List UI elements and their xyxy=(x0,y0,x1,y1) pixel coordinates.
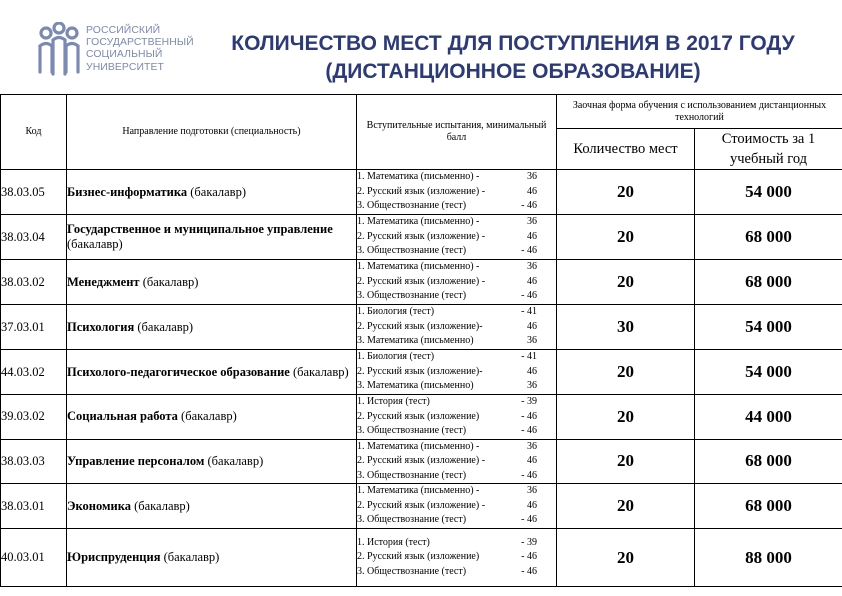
title-line-2: (ДИСТАНЦИОННОЕ ОБРАЗОВАНИЕ) xyxy=(325,60,701,83)
exam-line xyxy=(357,395,537,410)
exam-line xyxy=(357,334,537,349)
exam-line xyxy=(357,440,537,455)
exam-name: 1. Математика (письменно) - xyxy=(357,171,480,183)
exam-min-score: 36 xyxy=(527,216,537,228)
cell-code: 38.03.02 xyxy=(1,260,67,305)
table-row xyxy=(1,260,842,305)
direction-level: (бакалавр) xyxy=(67,237,123,251)
cell-seats: 20 xyxy=(557,484,695,529)
exam-line xyxy=(357,565,537,580)
direction-level: (бакалавр) xyxy=(160,550,220,564)
exam-min-score: 46 xyxy=(527,499,537,511)
exam-line xyxy=(357,260,537,275)
direction-name: Бизнес-информатика xyxy=(67,184,188,199)
exam-name: 2. Русский язык (изложение)- xyxy=(357,365,483,377)
exam-min-score: - 39 xyxy=(521,536,537,548)
exam-min-score: 46 xyxy=(527,275,537,287)
direction-level: (бакалавр) xyxy=(177,409,237,424)
exam-min-score: 36 xyxy=(527,380,537,392)
logo-line: СОЦИАЛЬНЫЙ xyxy=(86,49,163,61)
exam-min-score: - 46 xyxy=(521,551,537,563)
exam-name: 3. Обществознание (тест) xyxy=(357,514,467,526)
exam-name: 3. Обществознание (тест) xyxy=(357,565,467,577)
exam-name: 1. Математика (письменно) - xyxy=(357,440,480,452)
exam-name: 1. Математика (письменно) - xyxy=(357,261,480,273)
cell-exams xyxy=(357,484,557,529)
cell-exams xyxy=(357,170,557,215)
exam-min-score: - 46 xyxy=(521,565,537,577)
exam-line xyxy=(357,215,537,230)
exam-line xyxy=(357,379,537,394)
exam-line xyxy=(357,305,537,320)
exam-min-score: 36 xyxy=(527,171,537,183)
cell-seats: 20 xyxy=(557,439,695,484)
header-seats: Количество мест xyxy=(557,129,695,170)
header-cost: Стоимость за 1 учебный год xyxy=(695,129,842,170)
cell-direction xyxy=(67,484,357,529)
direction-level: (бакалавр) xyxy=(130,498,190,513)
exam-name: 1. Биология (тест) xyxy=(357,351,435,363)
exam-line xyxy=(357,410,537,425)
page-title xyxy=(196,30,830,86)
cell-seats: 20 xyxy=(557,395,695,440)
exam-name: 2. Русский язык (изложение) xyxy=(357,410,480,422)
direction-level: (бакалавр) xyxy=(134,319,194,334)
exam-min-score: 36 xyxy=(527,485,537,497)
people-logo-icon xyxy=(34,22,84,80)
cell-seats: 20 xyxy=(557,260,695,305)
exam-min-score: - 46 xyxy=(521,425,537,436)
exam-line xyxy=(357,244,537,259)
cell-direction xyxy=(67,260,357,305)
direction-name: Психолого-педагогическое образование xyxy=(67,364,290,379)
cell-code: 44.03.02 xyxy=(1,350,67,395)
exam-line xyxy=(357,365,537,380)
cell-cost: 68 000 xyxy=(695,260,842,305)
exam-line xyxy=(357,499,537,514)
cell-cost: 88 000 xyxy=(695,529,842,587)
exam-min-score: - 46 xyxy=(521,200,537,212)
exam-line xyxy=(357,230,537,245)
exam-min-score: 36 xyxy=(527,335,537,347)
exam-name: 2. Русский язык (изложение) - xyxy=(357,185,486,197)
exam-line xyxy=(357,550,537,565)
cell-code: 40.03.01 xyxy=(1,529,67,587)
cell-code: 38.03.01 xyxy=(1,484,67,529)
cell-cost: 68 000 xyxy=(695,215,842,260)
cell-cost: 54 000 xyxy=(695,350,842,395)
header-code: Код xyxy=(1,95,67,170)
exam-min-score: - 46 xyxy=(521,290,537,302)
direction-level: (бакалавр) xyxy=(289,364,349,379)
exam-line xyxy=(357,170,537,185)
exam-min-score: 36 xyxy=(527,261,537,273)
header xyxy=(0,0,842,92)
cell-seats: 30 xyxy=(557,305,695,350)
cell-exams xyxy=(357,395,557,440)
cell-cost: 54 000 xyxy=(695,305,842,350)
cell-cost: 54 000 xyxy=(695,170,842,215)
exam-name: 1. Математика (письменно) - xyxy=(357,216,480,228)
direction-name: Государственное и муниципальное управление xyxy=(67,222,333,236)
exam-name: 3. Обществознание (тест) xyxy=(357,469,467,481)
table-row xyxy=(1,529,842,587)
exam-name: 3. Математика (письменно) xyxy=(357,380,474,392)
admission-table xyxy=(0,94,842,587)
header-direction: Направление подготовки (специальность) xyxy=(67,95,357,170)
table-row xyxy=(1,215,842,260)
exam-name: 2. Русский язык (изложение) - xyxy=(357,499,486,511)
exam-name: 3. Обществознание (тест) xyxy=(357,290,467,302)
cell-exams xyxy=(357,215,557,260)
exam-min-score: 36 xyxy=(527,440,537,452)
cell-cost: 44 000 xyxy=(695,395,842,440)
exam-line xyxy=(357,424,537,439)
exam-name: 2. Русский язык (изложение)- xyxy=(357,320,483,332)
university-logo xyxy=(34,22,196,82)
cell-code: 38.03.05 xyxy=(1,170,67,215)
table-row xyxy=(1,484,842,529)
cell-exams xyxy=(357,350,557,395)
direction-name: Менеджмент xyxy=(67,274,140,289)
exam-min-score: - 41 xyxy=(521,306,537,318)
exam-name: 3. Обществознание (тест) xyxy=(357,200,467,212)
title-line-1: КОЛИЧЕСТВО МЕСТ ДЛЯ ПОСТУПЛЕНИЯ В 2017 ГОДУ xyxy=(231,32,795,55)
exam-name: 2. Русский язык (изложение) - xyxy=(357,275,486,287)
exam-name: 2. Русский язык (изложение) - xyxy=(357,230,486,242)
direction-name: Управление персоналом xyxy=(67,453,205,468)
exam-line xyxy=(357,199,537,214)
direction-name: Экономика xyxy=(67,498,131,513)
exam-min-score: 46 xyxy=(527,365,537,377)
cell-exams xyxy=(357,529,557,587)
exam-line xyxy=(357,289,537,304)
direction-level: (бакалавр) xyxy=(139,274,199,289)
exam-min-score: 46 xyxy=(527,230,537,242)
direction-level: (бакалавр) xyxy=(187,184,246,199)
exam-line xyxy=(357,275,537,290)
cell-exams xyxy=(357,305,557,350)
cell-cost: 68 000 xyxy=(695,439,842,484)
exam-min-score: 46 xyxy=(527,185,537,197)
logo-wordmark xyxy=(86,25,198,74)
cell-direction xyxy=(67,305,357,350)
exam-name: 1. История (тест) xyxy=(357,396,430,407)
exam-name: 1. Математика (письменно) - xyxy=(357,485,480,497)
table-row xyxy=(1,305,842,350)
exam-line xyxy=(357,185,537,200)
header-study-form: Заочная форма обучения с использованием дистанционных технологий xyxy=(557,95,842,129)
table-body xyxy=(1,170,842,587)
cell-seats: 20 xyxy=(557,350,695,395)
header-exams: Вступительные испытания, минимальный балл xyxy=(357,95,557,170)
logo-line: ГОСУДАРСТВЕННЫЙ xyxy=(86,37,194,49)
cell-cost: 68 000 xyxy=(695,484,842,529)
exam-min-score: - 46 xyxy=(521,410,537,422)
exam-name: 2. Русский язык (изложение) xyxy=(357,551,480,563)
cell-code: 39.03.02 xyxy=(1,395,67,440)
exam-min-score: 46 xyxy=(527,455,537,466)
direction-level: (бакалавр) xyxy=(204,453,264,468)
cell-direction xyxy=(67,439,357,484)
exam-min-score: 46 xyxy=(527,320,537,332)
cell-code: 37.03.01 xyxy=(1,305,67,350)
exam-name: 2. Русский язык (изложение) - xyxy=(357,455,486,466)
direction-name: Психология xyxy=(67,319,135,334)
exam-line xyxy=(357,469,537,484)
exam-line xyxy=(357,484,537,499)
cell-direction xyxy=(67,215,357,260)
cell-seats: 20 xyxy=(557,215,695,260)
exam-line xyxy=(357,454,537,469)
exam-name: 3. Математика (письменно) xyxy=(357,335,474,347)
cell-seats: 20 xyxy=(557,529,695,587)
cell-direction xyxy=(67,529,357,587)
exam-min-score: - 41 xyxy=(521,351,537,363)
exam-min-score: - 46 xyxy=(521,469,537,481)
logo-line: РОССИЙСКИЙ xyxy=(86,25,161,36)
exam-line xyxy=(357,350,537,365)
exam-line xyxy=(357,320,537,335)
logo-line: УНИВЕРСИТЕТ xyxy=(86,61,164,73)
cell-direction xyxy=(67,395,357,440)
table-row xyxy=(1,350,842,395)
cell-direction xyxy=(67,170,357,215)
cell-code: 38.03.04 xyxy=(1,215,67,260)
exam-name: 3. Обществознание (тест) xyxy=(357,245,467,257)
cell-code: 38.03.03 xyxy=(1,439,67,484)
exam-name: 3. Обществознание (тест) xyxy=(357,425,467,436)
exam-name: 1. Биология (тест) xyxy=(357,306,435,318)
direction-name: Юриспруденция xyxy=(67,550,161,564)
cell-exams xyxy=(357,260,557,305)
exam-name: 1. История (тест) xyxy=(357,536,430,548)
exam-min-score: - 39 xyxy=(521,396,537,407)
exam-min-score: - 46 xyxy=(521,514,537,526)
cell-exams xyxy=(357,439,557,484)
exam-line xyxy=(357,536,537,551)
exam-min-score: - 46 xyxy=(521,245,537,257)
cell-direction xyxy=(67,350,357,395)
table-row xyxy=(1,395,842,440)
cell-seats: 20 xyxy=(557,170,695,215)
table-row xyxy=(1,170,842,215)
exam-line xyxy=(357,513,537,528)
direction-name: Социальная работа xyxy=(67,409,178,424)
table-row xyxy=(1,439,842,484)
